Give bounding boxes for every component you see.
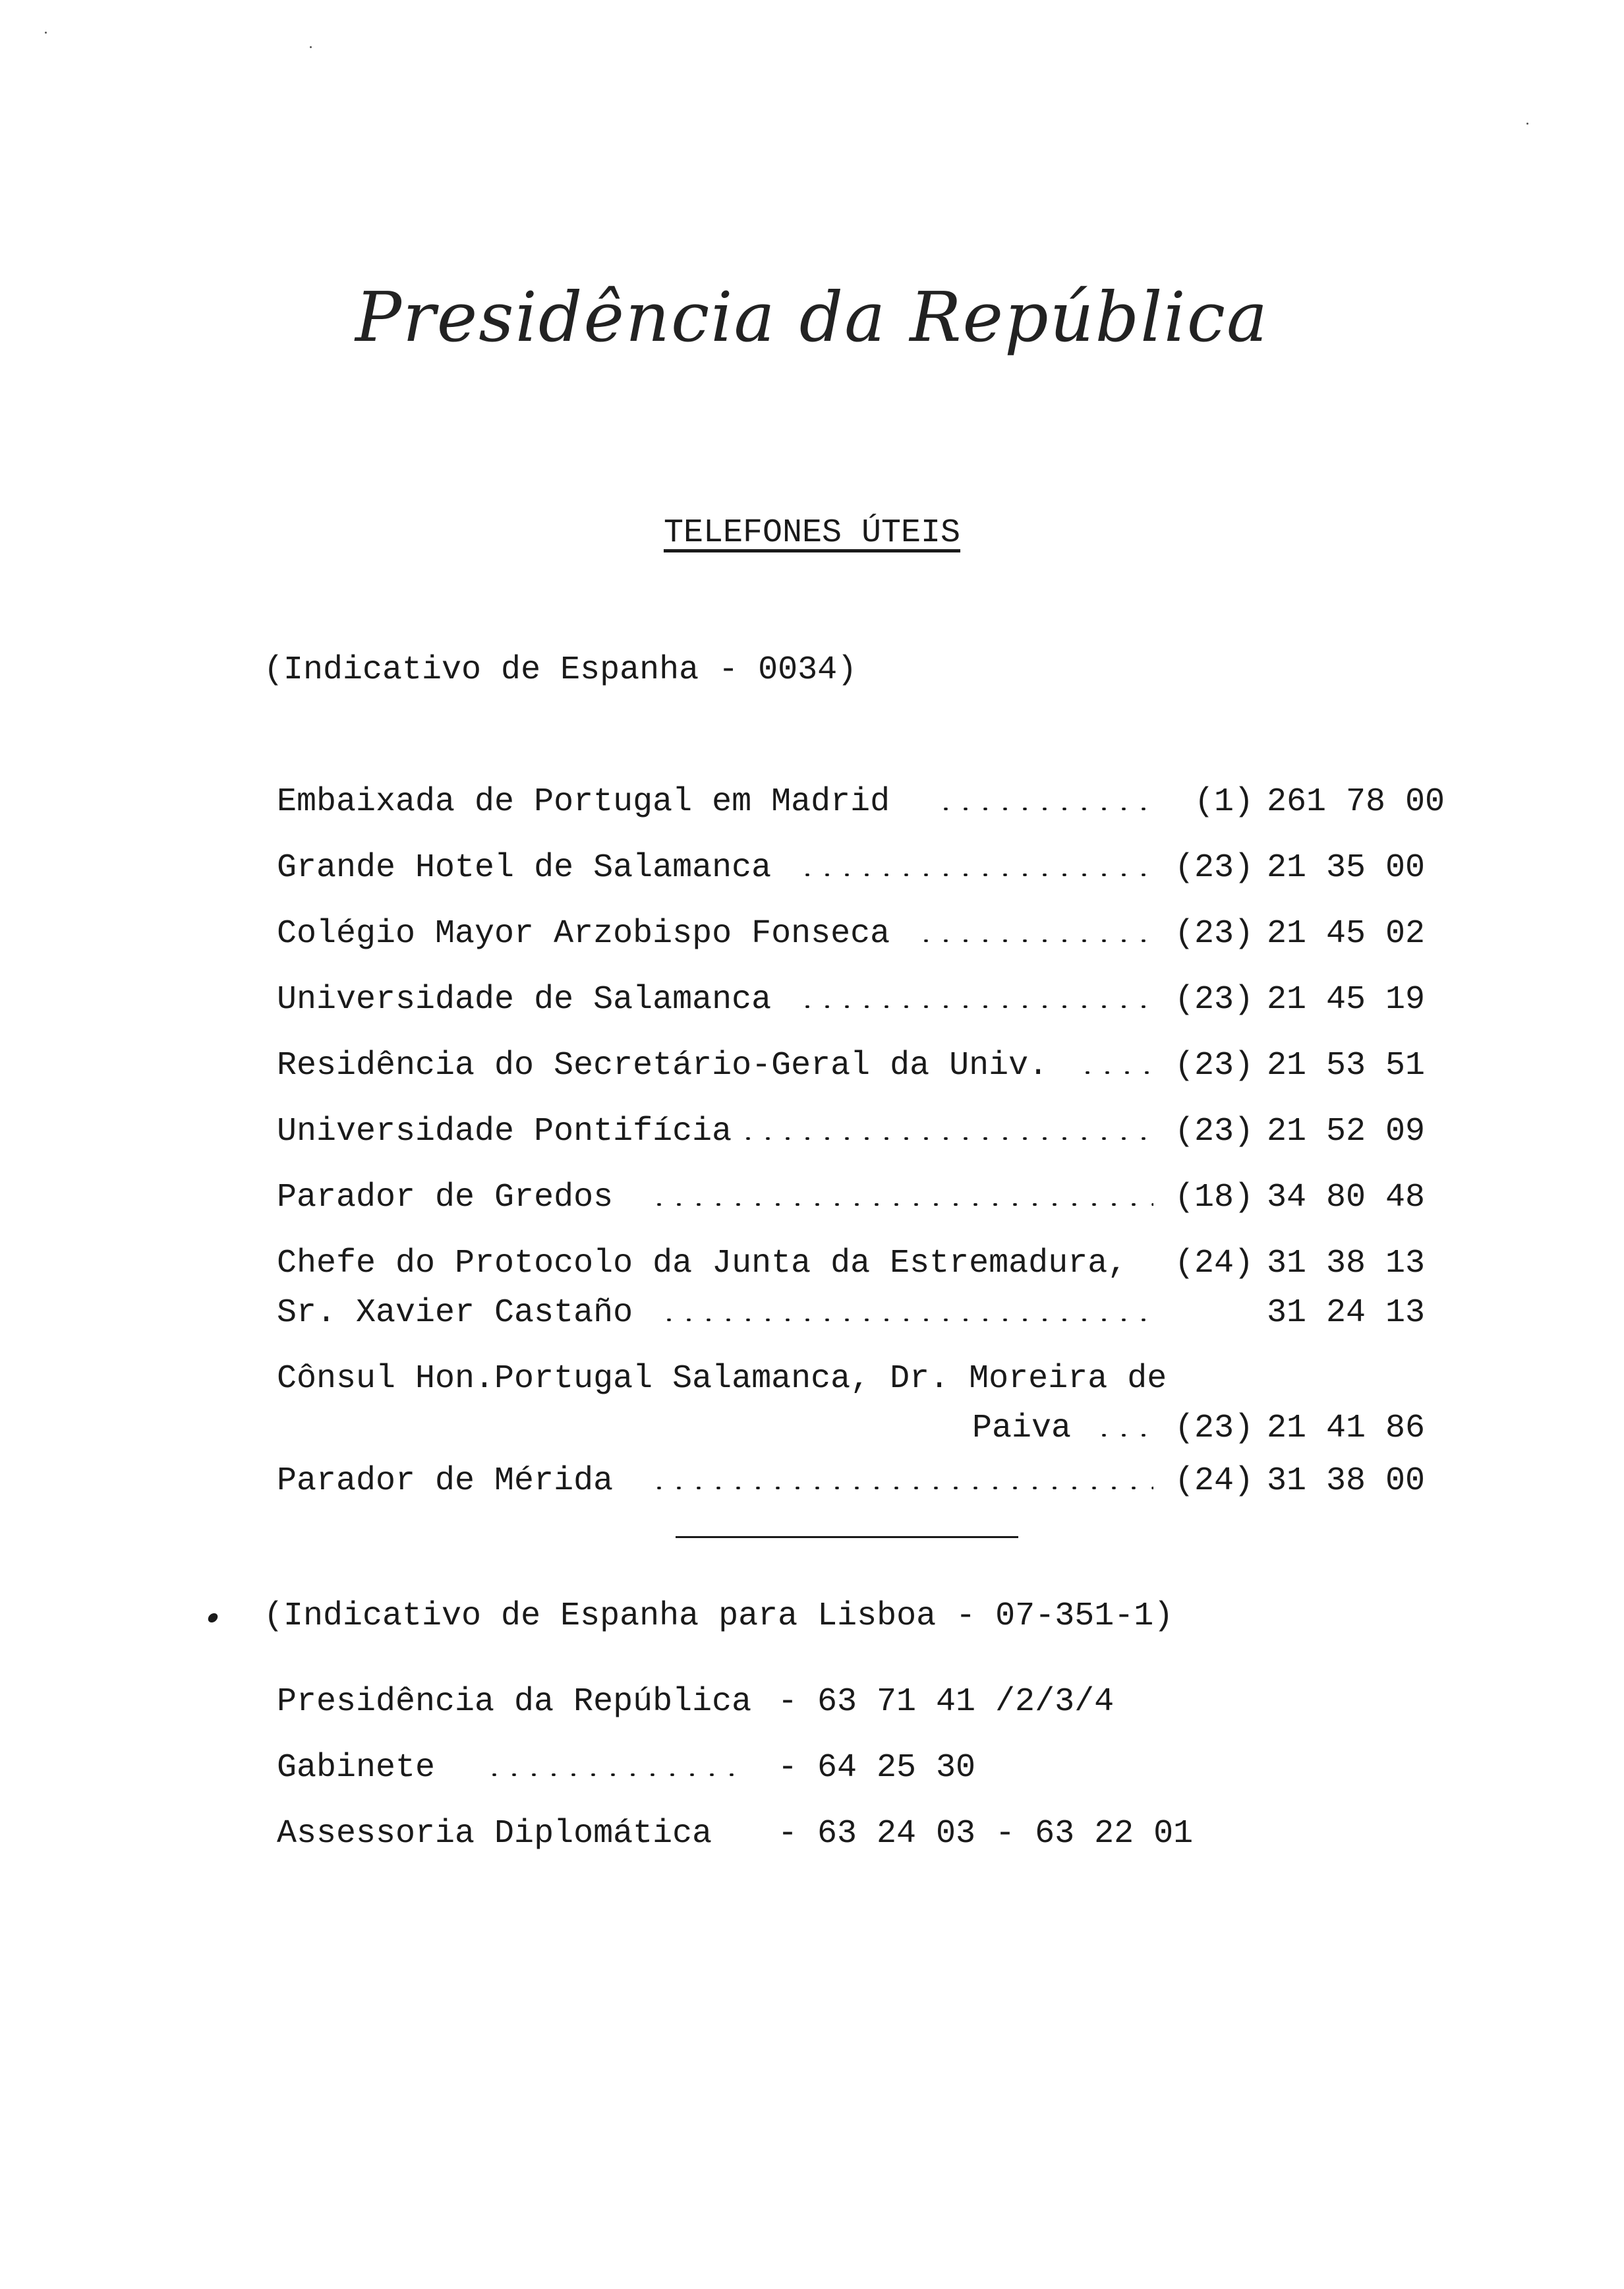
entry-phone-number: - 63 71 41 /2/3/4 (778, 1683, 1115, 1721)
entry-name: Gabinete (277, 1749, 436, 1787)
entry-phone-number: 21 52 09 (1267, 1113, 1426, 1150)
dot-leader (916, 939, 1153, 942)
dot-leader (1094, 1434, 1153, 1437)
dot-leader (484, 1773, 735, 1776)
scan-speck (1526, 123, 1528, 125)
dot-leader (738, 1137, 1153, 1140)
entry-area-code: (24) (1174, 1245, 1254, 1282)
entry-name: Colégio Mayor Arzobispo Fonseca (277, 915, 890, 953)
dot-leader (649, 1487, 1153, 1489)
dot-leader (1078, 1071, 1153, 1074)
entry-name: Parador de Gredos (277, 1179, 614, 1216)
entry-area-code: (18) (1174, 1179, 1254, 1216)
entry-name: Residência do Secretário-Geral da Univ. (277, 1047, 1049, 1085)
dot-leader (936, 808, 1153, 810)
entry-phone-number: 34 80 48 (1267, 1179, 1426, 1216)
entry-name: Universidade de Salamanca (277, 981, 772, 1019)
entry-name: Presidência da República (277, 1683, 752, 1721)
letterhead: Presidência da República (355, 277, 1269, 357)
entry-phone-number: 31 38 13 (1267, 1245, 1426, 1282)
entry-name: Embaixada de Portugal em Madrid (277, 783, 890, 821)
dot-leader (659, 1319, 1153, 1321)
entry-phone-number: 31 38 00 (1267, 1462, 1426, 1500)
entry-name: Sr. Xavier Castaño (277, 1294, 633, 1332)
entry-phone-number: - 64 25 30 (778, 1749, 976, 1787)
entry-phone-number: 21 53 51 (1267, 1047, 1426, 1085)
bullet-mark (207, 1613, 219, 1622)
entry-name: Assessoria Diplomática (277, 1815, 712, 1853)
entry-area-code: (23) (1174, 981, 1254, 1019)
dot-leader (798, 1005, 1153, 1008)
entry-area-code: (24) (1174, 1462, 1254, 1500)
entry-name: Cônsul Hon.Portugal Salamanca, Dr. Moreira de (277, 1360, 1167, 1398)
entry-area-code: (23) (1174, 1410, 1254, 1447)
section2-heading: (Indicativo de Espanha para Lisboa - 07-351-1) (264, 1597, 1174, 1635)
entry-area-code: (23) (1174, 849, 1254, 887)
entry-phone-number: 21 45 02 (1267, 915, 1426, 953)
entry-phone-number: 31 24 13 (1267, 1294, 1426, 1332)
entry-area-code: (1) (1194, 783, 1254, 821)
entry-phone-number: 21 41 86 (1267, 1410, 1426, 1447)
document-title: TELEFONES ÚTEIS (663, 514, 961, 552)
entry-area-code: (23) (1174, 1047, 1254, 1085)
dot-leader (798, 874, 1153, 876)
dot-leader (649, 1203, 1153, 1206)
entry-phone-number: 21 45 19 (1267, 981, 1426, 1019)
entry-name: Grande Hotel de Salamanca (277, 849, 772, 887)
scan-speck (45, 32, 47, 34)
entry-name: Chefe do Protocolo da Junta da Estremadura, (277, 1245, 1128, 1282)
entry-phone-number: 261 78 00 (1267, 783, 1445, 821)
entry-area-code: (23) (1174, 1113, 1254, 1150)
entry-name: Universidade Pontifícia (277, 1113, 732, 1150)
entry-area-code: (23) (1174, 915, 1254, 953)
section-divider (676, 1536, 1018, 1538)
entry-phone-number: 21 35 00 (1267, 849, 1426, 887)
scan-speck (310, 46, 312, 48)
entry-phone-number: - 63 24 03 - 63 22 01 (778, 1815, 1194, 1853)
entry-name: Parador de Mérida (277, 1462, 614, 1500)
section1-heading: (Indicativo de Espanha - 0034) (264, 651, 857, 689)
entry-name: Paiva (972, 1410, 1072, 1447)
